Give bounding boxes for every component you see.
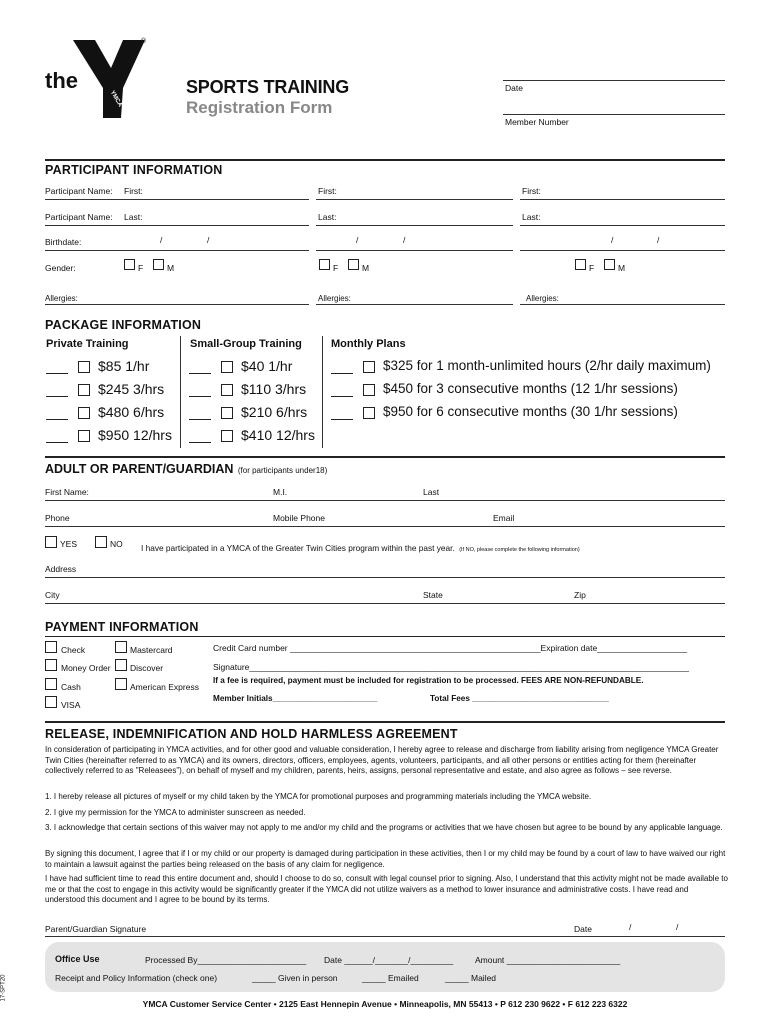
allergies-label-1: Allergies: — [45, 294, 78, 303]
monthly-qty-blank[interactable] — [331, 419, 353, 420]
discover-checkbox[interactable] — [115, 659, 127, 671]
monthly-option-label: $950 for 6 consecutive months (30 1/hr sessions) — [383, 404, 678, 419]
guardian-section-note: (for participants under18) — [237, 466, 328, 475]
release-section-title: RELEASE, INDEMNIFICATION AND HOLD HARMLESS AGREEMENT — [45, 727, 458, 741]
small-group-qty-blank[interactable] — [189, 373, 211, 374]
guardian-mobile-label: Mobile Phone — [273, 513, 325, 523]
gender-m-checkbox[interactable] — [348, 259, 359, 270]
private-qty-blank[interactable] — [46, 419, 68, 420]
participated-yes-checkbox[interactable] — [45, 536, 57, 548]
gender-f-label: F — [138, 263, 144, 273]
date-line[interactable] — [503, 80, 725, 81]
member-initials-field[interactable]: Member Initials_______________________ — [213, 694, 378, 703]
allergies-2-field[interactable] — [316, 304, 513, 305]
small-group-qty-blank[interactable] — [189, 419, 211, 420]
participated-no-checkbox[interactable] — [95, 536, 107, 548]
first-label-3: First: — [522, 186, 541, 196]
small-group-option-label: $110 3/hrs — [241, 381, 307, 397]
payment-section-title: PAYMENT INFORMATION — [45, 620, 199, 634]
private-qty-blank[interactable] — [46, 396, 68, 397]
mailed-field[interactable]: _____ Mailed — [445, 973, 497, 983]
payment-header-rule — [45, 636, 725, 637]
monthly-option-checkbox[interactable] — [363, 361, 375, 373]
birthdate-1-field[interactable] — [45, 250, 309, 251]
page-title: SPORTS TRAINING — [186, 77, 350, 97]
private-option-label: $85 1/hr — [98, 358, 150, 374]
release-intro: In consideration of participating in YMCA activities, and for other good and valuable consideration, I hereby agree to release and discharge from liability arising from negligence YMCA Greater Twin Cities (hereinafter referred to as YMCA) and its owners, directors, officers, employees, agents, volunteers, participants, and all other persons or entities acting for them (hereinafter collectively referred to as "Releasees"), on behalf of myself and my children, parents, heirs, assigns, personal representative and estate, and also agree as follows – see reverse. — [45, 745, 719, 775]
participant-name-label: Participant Name: — [45, 186, 113, 196]
private-option-checkbox[interactable] — [78, 361, 90, 373]
monthly-qty-blank[interactable] — [331, 373, 353, 374]
package-divider — [322, 336, 323, 448]
method-label: Check — [61, 645, 86, 655]
participant-header-rule — [45, 159, 725, 161]
last-name-1-field[interactable] — [45, 225, 309, 226]
small-group-qty-blank[interactable] — [189, 442, 211, 443]
total-fees-field[interactable]: Total Fees ______________________________ — [430, 694, 609, 703]
check-checkbox[interactable] — [45, 641, 57, 653]
guardian-phone-field[interactable] — [45, 526, 725, 527]
signature-field[interactable]: Signature_____________________________________________________________________________________________ — [213, 662, 690, 672]
release-date-label: Date — [574, 924, 592, 934]
money-order-checkbox[interactable] — [45, 659, 57, 671]
small-group-option-checkbox[interactable] — [221, 407, 233, 419]
guardian-email-label: Email — [493, 513, 515, 523]
first-label-2: First: — [318, 186, 337, 196]
city-state-zip-field[interactable] — [45, 603, 725, 604]
private-qty-blank[interactable] — [46, 373, 68, 374]
private-option-checkbox[interactable] — [78, 407, 90, 419]
allergies-label-2: Allergies: — [318, 294, 351, 303]
guardian-name-field[interactable] — [45, 500, 725, 501]
given-in-person-field[interactable]: _____ Given in person — [252, 973, 338, 983]
small-group-option-checkbox[interactable] — [221, 430, 233, 442]
allergies-3-field[interactable] — [520, 304, 725, 305]
method-label: Money Order — [61, 663, 111, 673]
last-label-3: Last: — [522, 212, 541, 222]
release-item-1: 1. I hereby release all pictures of myself or my child taken by the YMCA for promotional purposes and programming materials including the YMCA website. — [45, 792, 592, 801]
first-name-2-field[interactable] — [316, 199, 513, 200]
address-field[interactable] — [45, 577, 725, 578]
last-label-1: Last: — [124, 212, 143, 222]
small-group-option-label: $210 6/hrs — [241, 404, 308, 420]
package-divider — [180, 336, 181, 448]
emailed-field[interactable]: _____ Emailed — [362, 973, 419, 983]
participated-yes-label: YES — [60, 539, 78, 549]
private-qty-blank[interactable] — [46, 442, 68, 443]
small-group-qty-blank[interactable] — [189, 396, 211, 397]
small-group-option-label: $40 1/hr — [241, 358, 293, 374]
participant-section-title: PARTICIPANT INFORMATION — [45, 163, 223, 177]
office-use-label: Office Use — [55, 954, 100, 964]
small-group-option-label: $410 12/hrs — [241, 427, 315, 443]
method-label: Mastercard — [130, 645, 173, 655]
zip-label: Zip — [574, 590, 586, 600]
credit-card-field[interactable]: Credit Card number _____________________________________________________Expiration date___________________ — [213, 643, 688, 653]
monthly-option-label: $325 for 1 month-unlimited hours (2/hr daily maximum) — [383, 358, 711, 373]
release-para-2: By signing this document, I agree that if I or my child or our property is damaged during participation in these activities, then I or my child may be found by a court of law to have waived our right to maintain a lawsuit against the parties being released on the basis of any claim for negligence. — [45, 849, 726, 869]
logo-registered: ® — [141, 38, 147, 45]
ymca-logo — [45, 38, 155, 123]
mastercard-checkbox[interactable] — [115, 641, 127, 653]
guardian-last-label: Last — [423, 487, 440, 497]
release-header-rule — [45, 721, 725, 723]
release-date-slash: / — [629, 922, 632, 932]
page-subtitle: Registration Form — [186, 98, 333, 117]
guardian-header-rule — [45, 456, 725, 458]
american-express-checkbox[interactable] — [115, 678, 127, 690]
date-label: Date — [505, 83, 523, 93]
birthdate-slash: / — [611, 235, 614, 245]
gender-f-label: F — [589, 263, 595, 273]
birthdate-slash: / — [160, 235, 163, 245]
amount-field[interactable]: Amount ________________________ — [475, 955, 621, 965]
guardian-first-name-label: First Name: — [45, 487, 89, 497]
parent-signature-label: Parent/Guardian Signature — [45, 924, 147, 934]
ymca-y-icon — [73, 38, 148, 120]
processed-by-field[interactable]: Processed By_______________________ — [145, 955, 307, 965]
allergies-label-3: Allergies: — [526, 294, 559, 303]
last-name-3-field[interactable] — [520, 225, 725, 226]
monthly-option-label: $450 for 3 consecutive months (12 1/hr sessions) — [383, 381, 678, 396]
birthdate-slash: / — [207, 235, 210, 245]
participated-note: (If NO, please complete the following information) — [459, 547, 580, 553]
participated-text: I have participated in a YMCA of the Greater Twin Cities program within the past year. — [141, 543, 455, 553]
first-name-1-field[interactable] — [45, 199, 309, 200]
release-item-2: 2. I give my permission for the YMCA to administer sunscreen as needed. — [45, 808, 306, 817]
member-number-line[interactable] — [503, 114, 725, 115]
participated-no-label: NO — [110, 539, 123, 549]
private-option-checkbox[interactable] — [78, 384, 90, 396]
gender-m-checkbox[interactable] — [604, 259, 615, 270]
package-section-title: PACKAGE INFORMATION — [45, 318, 202, 332]
release-item-3: 3. I acknowledge that certain sections of this waiver may not apply to me and/or my child and the programs or activities that we have chosen but agree to be bound by any applicable language. — [45, 823, 723, 832]
footer-address: YMCA Customer Service Center • 2125 East Hennepin Avenue • Minneapolis, MN 55413 • P 612 230 9622 • F 612 223 6322 — [142, 999, 628, 1009]
monthly-option-checkbox[interactable] — [363, 407, 375, 419]
release-para-3: I have had sufficient time to read this entire document and, should I choose to do so, consult with legal counsel prior to signing. Also, I understand that this activity might not be made available to me or that the cost to engage in this activity would be significantly greater if the YMCA did not utilize waivers as a method to lower insurance and administrative costs. I have read and understood this document and I agree to be bound by its terms. — [45, 874, 728, 904]
gender-m-label: M — [618, 263, 626, 273]
birthdate-slash: / — [657, 235, 660, 245]
monthly-option-checkbox[interactable] — [363, 384, 375, 396]
gender-f-checkbox[interactable] — [319, 259, 330, 270]
guardian-section-heading — [45, 460, 327, 478]
address-label: Address — [45, 564, 77, 574]
cash-checkbox[interactable] — [45, 678, 57, 690]
birthdate-3-field[interactable] — [520, 250, 725, 251]
guardian-phone-label: Phone — [45, 513, 70, 523]
office-date-field[interactable]: Date ______/_______/_________ — [324, 955, 454, 965]
birthdate-slash: / — [403, 235, 406, 245]
method-label: American Express — [130, 682, 199, 692]
city-label: City — [45, 590, 60, 600]
participant-name-label-2: Participant Name: — [45, 212, 113, 222]
logo-ymca-text: YMCA — [108, 89, 123, 109]
first-name-3-field[interactable] — [520, 199, 725, 200]
gender-f-checkbox[interactable] — [124, 259, 135, 270]
last-name-2-field[interactable] — [316, 225, 513, 226]
method-label: Discover — [130, 663, 164, 673]
gender-m-checkbox[interactable] — [153, 259, 164, 270]
private-option-label: $480 6/hrs — [98, 404, 165, 420]
first-label-1: First: — [124, 186, 143, 196]
guardian-mi-label: M.I. — [273, 487, 288, 497]
logo-the: the — [45, 68, 78, 93]
allergies-1-field[interactable] — [45, 304, 309, 305]
receipt-label: Receipt and Policy Information (check one) — [55, 973, 218, 983]
birthdate-2-field[interactable] — [316, 250, 513, 251]
member-number-label: Member Number — [505, 117, 569, 127]
method-label: VISA — [61, 700, 81, 710]
form-code: 17-SPT20 — [0, 974, 7, 1002]
monthly-qty-blank[interactable] — [331, 396, 353, 397]
gender-label: Gender: — [45, 263, 76, 273]
birthdate-label: Birthdate: — [45, 237, 82, 247]
small-group-title: Small-Group Training — [190, 338, 302, 350]
gender-m-label: M — [362, 263, 370, 273]
participated-statement — [141, 538, 580, 556]
private-option-label: $245 3/hrs — [98, 381, 165, 397]
small-group-option-checkbox[interactable] — [221, 361, 233, 373]
gender-f-checkbox[interactable] — [575, 259, 586, 270]
private-option-label: $950 12/hrs — [98, 427, 172, 443]
parent-signature-field[interactable] — [45, 936, 725, 937]
private-option-checkbox[interactable] — [78, 430, 90, 442]
small-group-option-checkbox[interactable] — [221, 384, 233, 396]
private-training-title: Private Training — [46, 338, 129, 350]
last-label-2: Last: — [318, 212, 337, 222]
guardian-section-title: ADULT OR PARENT/GUARDIAN — [45, 462, 234, 476]
birthdate-slash: / — [356, 235, 359, 245]
release-date-slash: / — [676, 922, 679, 932]
state-label: State — [423, 590, 443, 600]
method-label: Cash — [61, 682, 81, 692]
monthly-plans-title: Monthly Plans — [331, 338, 406, 350]
visa-checkbox[interactable] — [45, 696, 57, 708]
gender-m-label: M — [167, 263, 175, 273]
office-use-box — [45, 942, 725, 992]
gender-f-label: F — [333, 263, 339, 273]
fee-notice: If a fee is required, payment must be included for registration to be processed. FEES ARE NON-REFUNDABLE. — [213, 676, 644, 685]
